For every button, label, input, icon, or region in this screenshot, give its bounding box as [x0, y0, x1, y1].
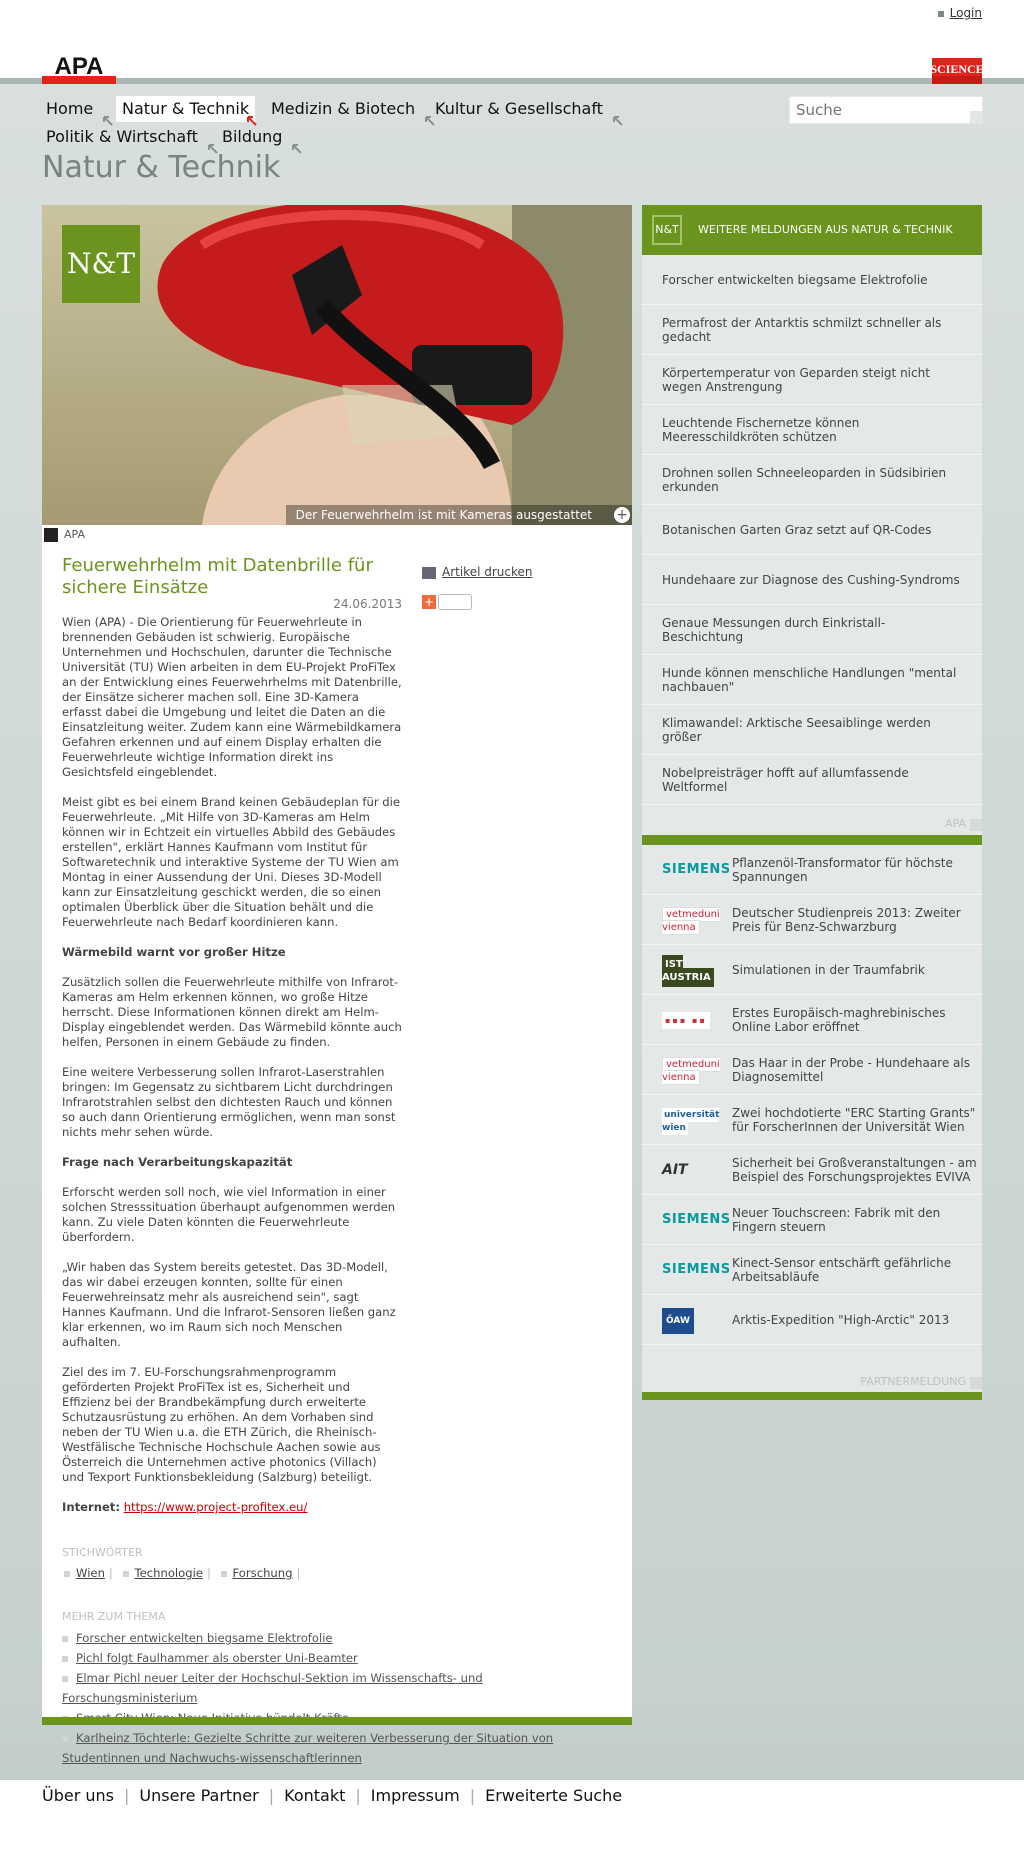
related-item — [62, 1628, 602, 1648]
partner-news-item[interactable]: universität wien Zwei hochdotierte "ERC Starting Grants" für ForscherInnen der Universität Wien — [642, 1095, 982, 1145]
news-list — [642, 255, 982, 835]
news-item[interactable]: Permafrost der Antarktis schmilzt schneller als gedacht — [642, 305, 982, 355]
nav-medizin-biotech[interactable] — [265, 96, 421, 122]
internet-line — [62, 1500, 402, 1515]
partner-news-item[interactable]: vetmeduni vienna Deutscher Studienpreis 2013: Zweiter Preis für Benz-Schwarzburg — [642, 895, 982, 945]
footer-link-kontakt[interactable]: Kontakt — [284, 1786, 346, 1805]
related-item — [62, 1668, 602, 1708]
article-photo[interactable] — [42, 205, 632, 525]
search-button[interactable] — [970, 111, 982, 123]
nav-kultur-gesellschaft[interactable] — [429, 96, 609, 122]
arrow-icon — [613, 116, 623, 126]
paragraph: Ziel des im 7. EU-Forschungsrahmenprogramm geförderten Projekt ProFiTex ist es, Sicherheit und Effizienz bei der Brandbekämpfung durch erweiterte Schutzausrüstung zu erhöhen. An dem Vorhaben sind neben der TU Wien u.a. die ETH Zürich, die Rheinisch-Westfälische Technische Hochschule Aachen sowie aus Österreich die Unternehmen active photonics (Villach) und Texport Funktionsbekleidung (Salzburg) beteiligt. — [62, 1365, 381, 1484]
partner-logo: ▪▪▪ ▪▪ — [662, 1013, 722, 1026]
news-item[interactable]: Forscher entwickelten biegsame Elektrofolie — [642, 255, 982, 305]
tag-list: Wien | Technologie | Forschung | — [62, 1566, 402, 1581]
print-article[interactable] — [422, 565, 533, 579]
bullet-icon — [221, 1571, 227, 1577]
partner-news-item[interactable]: SIEMENS Neuer Touchscreen: Fabrik mit den Fingern steuern — [642, 1195, 982, 1245]
news-source — [945, 817, 982, 830]
partner-news-item[interactable]: ÖAW Arktis-Expedition "High-Arctic" 2013 — [642, 1295, 982, 1345]
paragraph: Zusätzlich sollen die Feuerwehrleute mithilfe von Infrarot-Kameras am Helm erkennen können, wo große Hitze herrscht. Diese Informationen können direkt am Helm-Display eingeblendet werden. Das Wärmebild könnte auch helfen, Personen in einem Gebäude zu finden. — [62, 975, 402, 1049]
caption-text: Der Feuerwehrhelm ist mit Kameras ausgestattet — [295, 508, 592, 522]
news-item[interactable]: Klimawandel: Arktische Seesaiblinge werden größer — [642, 705, 982, 755]
internet-label: Internet: — [62, 1500, 120, 1514]
vetmeduni-logo: vetmeduni vienna — [662, 1058, 720, 1083]
search-box — [789, 96, 983, 124]
news-item[interactable]: Genaue Messungen durch Einkristall-Beschichtung — [642, 605, 982, 655]
footer-link-impressum[interactable]: Impressum — [370, 1786, 460, 1805]
related-link[interactable]: Pichl folgt Faulhammer als oberster Uni-Beamter — [76, 1651, 358, 1665]
partner-news-item[interactable]: AIT Sicherheit bei Großveranstaltungen - am Beispiel des Forschungsprojektes EVIVA — [642, 1145, 982, 1195]
article-bottom-bar — [42, 1717, 632, 1725]
partner-news-item[interactable]: SIEMENS Kinect-Sensor entschärft gefährliche Arbeitsabläufe — [642, 1245, 982, 1295]
apa-logo-text: APA — [54, 54, 104, 80]
bullet-icon — [938, 11, 944, 17]
sidebar — [642, 205, 982, 1400]
science-logo[interactable] — [932, 58, 982, 84]
ait-logo: AIT — [662, 1161, 688, 1178]
login-link[interactable]: Login — [949, 6, 982, 20]
nav-label: Natur & Technik — [122, 99, 250, 118]
paragraph: Erforscht werden soll noch, wie viel Information in einer solchen Stresssituation überhaupt aufgenommen werden kann. Zu viele Daten könnten die Feuerwehrleute überfordern. — [62, 1185, 396, 1244]
bullet-icon — [64, 1571, 70, 1577]
news-item[interactable]: Botanischen Garten Graz setzt auf QR-Codes — [642, 505, 982, 555]
page-title: Natur & Technik — [42, 150, 281, 185]
footer-links: Über uns | Unsere Partner | Kontakt | Impressum | Erweiterte Suche — [42, 1786, 623, 1805]
related-item — [62, 1728, 602, 1768]
ist-austria-logo: IST AUSTRIA — [662, 957, 722, 983]
nav-label: Medizin & Biotech — [271, 99, 416, 118]
news-item[interactable]: Leuchtende Fischernetze können Meeresschildkröten schützen — [642, 405, 982, 455]
univie-logo: universität wien — [662, 1109, 720, 1133]
nav-natur-technik[interactable] — [116, 96, 255, 122]
subheading: Wärmebild warnt vor großer Hitze — [62, 945, 286, 959]
article-title: Feuerwehrhelm mit Datenbrille für sichere Einsätze — [62, 555, 373, 598]
share-plus-icon[interactable]: + — [423, 594, 435, 609]
tags-heading: STICHWÖRTER — [62, 1546, 143, 1559]
science-logo-text: SCIENCE — [932, 62, 982, 76]
share-count — [438, 594, 472, 610]
nav-label: Home — [46, 99, 94, 118]
nt-small-badge: N&T — [652, 215, 682, 245]
footer-link-ueber-uns[interactable]: Über uns — [42, 1786, 114, 1805]
nav-bildung[interactable] — [216, 124, 288, 150]
paragraph: „Wir haben das System bereits getestet. Das 3D-Modell, das wir dabei erzeugen konnten, sollte für einen Feuerwehreinsatz mehr als ausreichend sein", sagt Hannes Kaufmann. Und die Infrarot-Sensoren ließen ganz klar erkennen, wo im Raum sich noch Menschen aufhalten. — [62, 1260, 396, 1349]
partner-news-list — [642, 845, 982, 1400]
paragraph: Meist gibt es bei einem Brand keinen Gebäudeplan für die Feuerwehrleute. „Mit Hilfe von 3D-Kameras am Helm können wir in Echtzeit ein virtuelles Abbild des Gebäudes erstellen", erklärt Hannes Kaufmann vom Institut für Softwaretechnik und interaktive Systeme der TU Wien am Montag in einer Aussendung der Uni. Dieses 3D-Modell kann zur Einsatzleitung geschickt werden, die so einen optimalen Überblick über die Situation behält und die Feuerwehrleute nach Bedarf koordinieren kann. — [62, 795, 400, 929]
tag-link[interactable]: Wien — [76, 1566, 105, 1580]
related-link[interactable]: Karlheinz Töchterle: Gezielte Schritte zur weiteren Verbesserung der Situation von Studentinnen und Nachwuchs-wissenschaftlerinnen — [62, 1731, 554, 1765]
login-link-wrap — [938, 6, 982, 20]
arrow-icon — [292, 144, 302, 154]
arrow-icon — [44, 528, 58, 542]
more-icon[interactable] — [970, 1377, 982, 1389]
top-divider — [0, 78, 1024, 84]
related-item — [62, 1648, 602, 1668]
credit-text: APA — [64, 528, 85, 541]
enlarge-icon[interactable]: + — [614, 507, 630, 523]
news-item[interactable]: Nobelpreisträger hofft auf allumfassende Weltformel — [642, 755, 982, 805]
printer-icon — [422, 567, 436, 579]
search-input[interactable] — [790, 97, 962, 123]
oaw-logo: ÖAW — [662, 1313, 722, 1326]
paragraph: Eine weitere Verbesserung sollen Infrarot-Laserstrahlen bringen: Im Gegensatz zu sichtbarem Licht durchdringen Infrarotstrahlen selbst den dichtesten Rauch und können so auch dann Orientierung ermöglichen, wenn man sonst nichts mehr sehen würde. — [62, 1065, 396, 1139]
project-link[interactable]: https://www.project-profitex.eu/ — [123, 1500, 308, 1514]
siemens-logo: SIEMENS — [662, 1212, 731, 1227]
subheading: Frage nach Verarbeitungskapazität — [62, 1155, 293, 1169]
top-bar — [0, 0, 1024, 78]
news-item[interactable]: Drohnen sollen Schneeleoparden in Südsibirien erkunden — [642, 455, 982, 505]
partner-news-item[interactable]: vetmeduni vienna Das Haar in der Probe - Hundehaare als Diagnosemittel — [642, 1045, 982, 1095]
partner-news-item[interactable]: IST AUSTRIA Simulationen in der Traumfabrik — [642, 945, 982, 995]
news-source-text: APA — [945, 817, 966, 830]
news-item[interactable]: Körpertemperatur von Geparden steigt nicht wegen Anstrengung — [642, 355, 982, 405]
news-item[interactable]: Hunde können menschliche Handlungen "mental nachbauen" — [642, 655, 982, 705]
news-item[interactable]: Hundehaare zur Diagnose des Cushing-Syndroms — [642, 555, 982, 605]
nav-label: Bildung — [222, 127, 283, 146]
related-heading: MEHR ZUM THEMA — [62, 1610, 166, 1623]
print-link[interactable]: Artikel drucken — [442, 565, 533, 579]
nav-label: Kultur & Gesellschaft — [435, 99, 603, 118]
nav-label: Politik & Wirtschaft — [46, 127, 198, 146]
partner-news-item[interactable]: SIEMENS Pflanzenöl-Transformator für höchste Spannungen — [642, 845, 982, 895]
related-list — [62, 1628, 602, 1768]
nav-home[interactable] — [40, 96, 99, 122]
sidebar-bottom-bar — [642, 1392, 982, 1400]
photo-credit — [42, 525, 632, 545]
footer-link-partner[interactable]: Unsere Partner — [139, 1786, 259, 1805]
sidebar-header — [642, 205, 982, 255]
article — [42, 205, 632, 1765]
more-icon[interactable] — [970, 819, 982, 831]
footer-link-erweiterte-suche[interactable]: Erweiterte Suche — [485, 1786, 623, 1805]
partner-source-text: PARTNERMELDUNG — [860, 1375, 966, 1388]
paragraph: Wien (APA) - Die Orientierung für Feuerwehrleute in brennenden Gebäuden ist schwierig. Europäische Unternehmen und Hochschulen, darunter die Technische Universität (TU) Wien arbeiten in dem EU-Projekt ProFiTex an der Entwicklung eines Feuerwehrhelms mit Datenbrille, der Einsätze sicherer machen soll. Eine 3D-Kamera erfasst dabei die Umgebung und leitet die Daten an die Einsatzleitung weiter. Zudem kann eine Wärmebildkamera Gefahren erkennen und auf einem Display erhalten die Feuerwehrleute wichtige Information direkt ins Gesichtsfeld eingeblendet. — [62, 615, 402, 779]
partner-source — [860, 1375, 982, 1388]
article-body — [62, 615, 554, 1768]
photo-caption — [286, 505, 632, 525]
siemens-logo: SIEMENS — [662, 862, 731, 877]
tag-link[interactable]: Forschung — [232, 1566, 293, 1580]
nt-badge: N&T — [62, 225, 140, 303]
vetmeduni-logo: vetmeduni vienna — [662, 908, 720, 933]
related-link[interactable]: Elmar Pichl neuer Leiter der Hochschul-Sektion im Wissenschafts- und Forschungsministerium — [62, 1671, 483, 1705]
share-widget[interactable] — [422, 591, 472, 610]
tag-link[interactable]: Technologie — [134, 1566, 203, 1580]
related-link[interactable]: Forscher entwickelten biegsame Elektrofolie — [76, 1631, 333, 1645]
siemens-logo: SIEMENS — [662, 1262, 731, 1277]
bullet-icon — [123, 1571, 129, 1577]
sidebar-divider — [642, 835, 982, 845]
partner-news-item[interactable]: ▪▪▪ ▪▪ Erstes Europäisch-maghrebinisches Online Labor eröffnet — [642, 995, 982, 1045]
sidebar-heading: WEITERE MELDUNGEN AUS NATUR & TECHNIK — [698, 223, 953, 236]
article-date: 24.06.2013 — [333, 597, 402, 611]
apa-logo[interactable] — [42, 54, 116, 84]
nav-politik-wirtschaft[interactable] — [40, 124, 204, 150]
